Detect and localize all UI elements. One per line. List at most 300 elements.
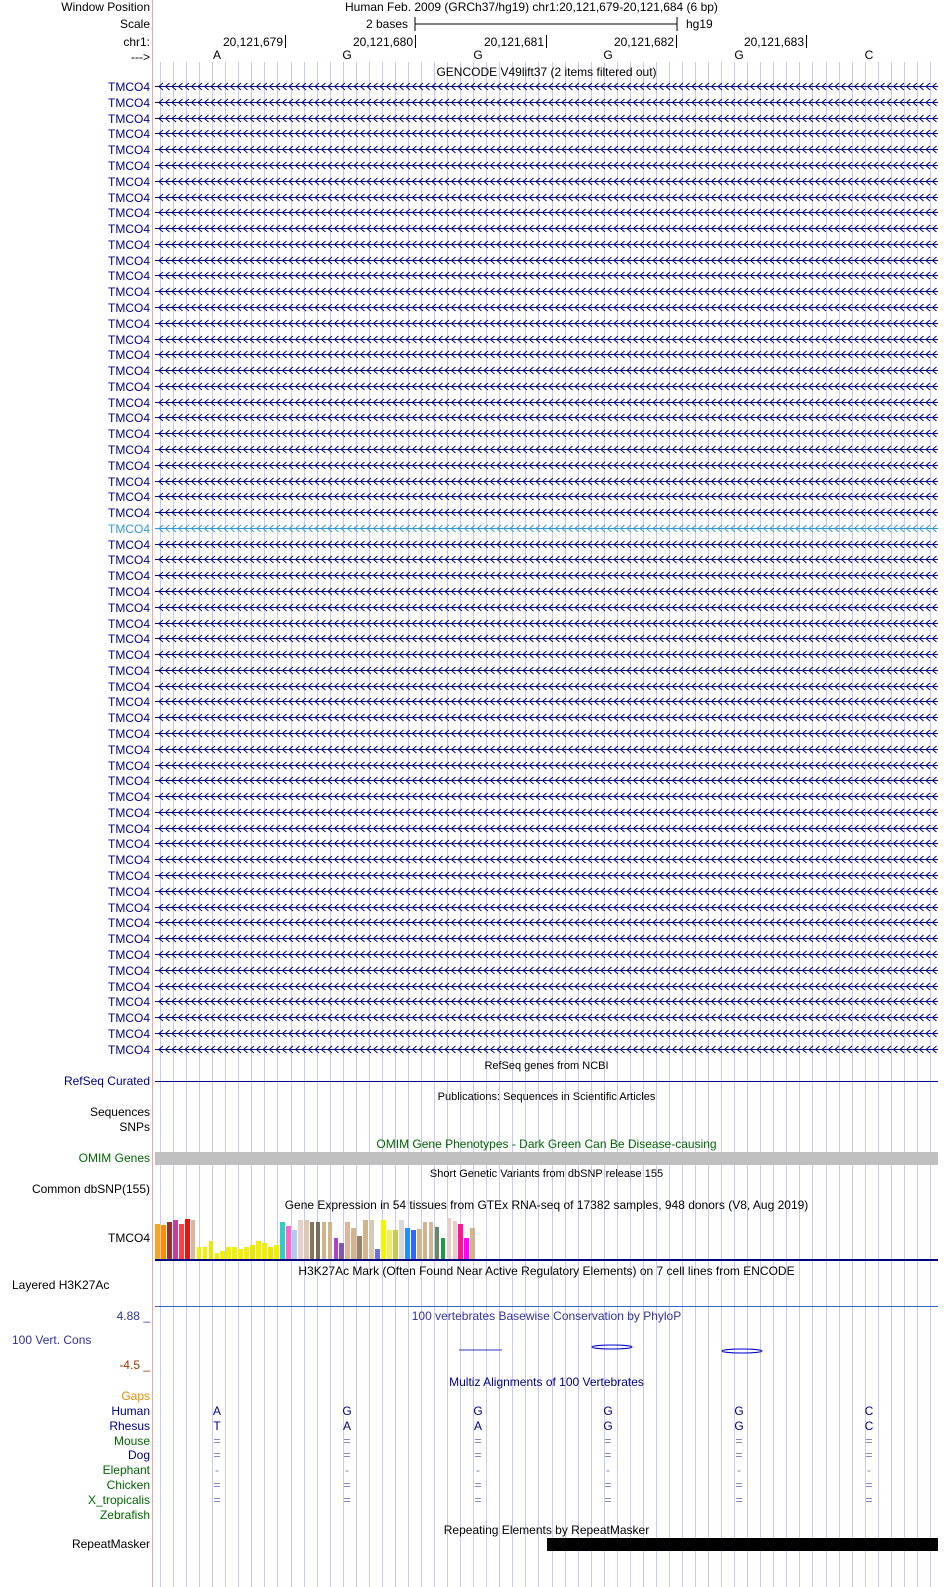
transcript-intron-line[interactable] xyxy=(155,426,938,441)
gtex-title: Gene Expression in 54 tissues from GTEx RNA-seq of 17382 samples, 948 donors (V8, Aug 2019) xyxy=(284,1198,809,1212)
gencode-transcript-row[interactable] xyxy=(0,836,950,852)
h3k27ac-label[interactable]: Layered H3K27Ac xyxy=(12,1278,110,1292)
aligned-base: = xyxy=(865,1448,873,1463)
transcript-label[interactable]: TMCO4 xyxy=(108,474,150,489)
gtex-baseline xyxy=(155,1259,938,1261)
gencode-transcript-row[interactable] xyxy=(0,489,950,505)
transcript-label[interactable]: TMCO4 xyxy=(108,1042,150,1057)
gencode-transcript-row[interactable] xyxy=(0,900,950,916)
gtex-tissue-bar[interactable] xyxy=(417,1229,422,1259)
repeatmasker-label[interactable]: RepeatMasker xyxy=(71,1537,150,1551)
gtex-tissue-bar[interactable] xyxy=(191,1220,196,1259)
aligned-base: = xyxy=(213,1492,221,1507)
transcript-label[interactable]: TMCO4 xyxy=(108,790,150,805)
gtex-tissue-bar[interactable] xyxy=(292,1230,297,1259)
transcript-intron-line[interactable] xyxy=(155,347,938,362)
gtex-tissue-bar[interactable] xyxy=(453,1221,458,1259)
aligned-base: = xyxy=(604,1492,612,1507)
transcript-label[interactable]: TMCO4 xyxy=(108,490,150,505)
transcript-label[interactable]: TMCO4 xyxy=(108,727,150,741)
transcript-intron-line[interactable] xyxy=(155,205,938,220)
transcript-label[interactable]: TMCO4 xyxy=(108,379,150,394)
gencode-transcript-row[interactable] xyxy=(0,710,950,726)
aligned-base: G xyxy=(603,1404,613,1418)
gtex-tissue-bar[interactable] xyxy=(316,1222,321,1259)
transcript-intron-line[interactable] xyxy=(155,474,938,489)
transcript-intron-line[interactable] xyxy=(155,663,938,678)
gtex-tissue-bar[interactable] xyxy=(399,1220,404,1259)
transcript-intron-line[interactable] xyxy=(155,268,938,283)
transcript-label[interactable]: TMCO4 xyxy=(108,127,150,142)
gaps-label[interactable]: Gaps xyxy=(121,1389,150,1403)
transcript-label[interactable]: TMCO4 xyxy=(108,884,150,899)
gencode-transcript-row[interactable] xyxy=(0,568,950,584)
transcript-label[interactable]: TMCO4 xyxy=(108,1026,150,1041)
transcript-intron-line[interactable] xyxy=(155,1042,938,1057)
transcript-intron-line[interactable] xyxy=(155,284,938,299)
transcript-label[interactable]: TMCO4 xyxy=(108,190,150,205)
gencode-transcript-row[interactable] xyxy=(0,1042,950,1058)
gencode-transcript-row[interactable] xyxy=(0,205,950,221)
transcript-intron-line[interactable] xyxy=(155,789,938,804)
transcript-intron-line[interactable] xyxy=(155,994,938,1009)
gtex-tissue-bar[interactable] xyxy=(197,1247,202,1259)
transcript-label[interactable]: TMCO4 xyxy=(108,158,150,173)
transcript-label[interactable]: TMCO4 xyxy=(108,348,150,363)
species-label[interactable]: Elephant xyxy=(102,1463,150,1478)
scale-assembly: hg19 xyxy=(686,17,713,31)
gtex-tissue-bar[interactable] xyxy=(262,1243,267,1259)
gencode-transcript-row[interactable] xyxy=(0,190,950,206)
transcript-intron-line[interactable] xyxy=(155,900,938,915)
transcript-label[interactable]: TMCO4 xyxy=(108,916,150,931)
omim-feature-bar[interactable] xyxy=(155,1152,938,1165)
gencode-transcript-row[interactable] xyxy=(0,663,950,679)
aligned-base: - xyxy=(476,1463,480,1478)
transcript-label[interactable]: TMCO4 xyxy=(108,285,150,300)
transcript-intron-line[interactable] xyxy=(155,868,938,883)
gtex-tissue-bar[interactable] xyxy=(173,1220,178,1259)
gtex-tissue-bar[interactable] xyxy=(203,1247,208,1259)
transcript-intron-line[interactable] xyxy=(155,616,938,631)
gtex-tissue-bar[interactable] xyxy=(220,1251,225,1259)
gtex-tissue-bar[interactable] xyxy=(429,1222,434,1259)
transcript-label[interactable]: TMCO4 xyxy=(108,316,150,331)
gencode-transcript-row[interactable] xyxy=(0,426,950,442)
transcript-label[interactable]: TMCO4 xyxy=(108,742,150,757)
h3k27ac-title: H3K27Ac Mark (Often Found Near Active Regulatory Elements) on 7 cell lines from ENCODE xyxy=(298,1264,795,1278)
transcript-intron-line[interactable] xyxy=(155,521,938,536)
transcript-intron-line[interactable] xyxy=(155,395,938,410)
transcript-intron-line[interactable] xyxy=(155,111,938,126)
position-label: 20,121,680 xyxy=(352,35,413,49)
gtex-tissue-bar[interactable] xyxy=(387,1230,392,1259)
aligned-base: G xyxy=(342,1404,352,1418)
gtex-tissue-bar[interactable] xyxy=(274,1245,279,1259)
transcript-label[interactable]: TMCO4 xyxy=(108,869,150,883)
gencode-transcript-row[interactable] xyxy=(0,805,950,821)
strand-label: ---> xyxy=(131,50,150,64)
species-label[interactable]: X_tropicalis xyxy=(87,1492,150,1507)
transcript-label[interactable]: TMCO4 xyxy=(108,143,150,158)
gencode-transcript-row[interactable] xyxy=(0,868,950,884)
transcript-label[interactable]: TMCO4 xyxy=(108,411,150,426)
gtex-tissue-bar[interactable] xyxy=(232,1247,237,1259)
gencode-transcript-row[interactable] xyxy=(0,742,950,758)
gencode-transcript-row[interactable] xyxy=(0,79,950,95)
transcript-intron-line[interactable] xyxy=(155,631,938,646)
gtex-tissue-bar[interactable] xyxy=(244,1247,249,1259)
gencode-transcript-row[interactable] xyxy=(0,253,950,269)
gencode-transcript-row[interactable] xyxy=(0,237,950,253)
gtex-tissue-bar[interactable] xyxy=(345,1222,350,1259)
aligned-base: = xyxy=(865,1433,873,1448)
gencode-transcript-row[interactable] xyxy=(0,474,950,490)
chrom-label: chr1: xyxy=(123,35,150,49)
gtex-tissue-bar[interactable] xyxy=(185,1219,190,1259)
aligned-base: = xyxy=(213,1478,221,1492)
gtex-tissue-bar[interactable] xyxy=(411,1230,416,1259)
transcript-intron-line[interactable] xyxy=(155,979,938,994)
transcript-intron-line[interactable] xyxy=(155,316,938,331)
transcript-intron-line[interactable] xyxy=(155,363,938,378)
gtex-tissue-bar[interactable] xyxy=(328,1222,333,1259)
transcript-intron-line[interactable] xyxy=(155,379,938,394)
transcript-label[interactable]: TMCO4 xyxy=(108,616,150,631)
transcript-label[interactable]: TMCO4 xyxy=(108,853,150,868)
gtex-tissue-bar[interactable] xyxy=(363,1220,368,1259)
transcript-intron-line[interactable] xyxy=(155,568,938,583)
aligned-base: C xyxy=(864,1404,874,1418)
transcript-label[interactable]: TMCO4 xyxy=(108,506,150,521)
transcript-label[interactable]: TMCO4 xyxy=(108,111,150,126)
aligned-base: = xyxy=(343,1492,351,1507)
transcript-label[interactable]: TMCO4 xyxy=(108,269,150,284)
gencode-transcript-row[interactable] xyxy=(0,821,950,837)
transcript-intron-line[interactable] xyxy=(155,300,938,315)
transcript-intron-line[interactable] xyxy=(155,963,938,978)
gencode-transcript-row[interactable] xyxy=(0,979,950,995)
transcript-label[interactable]: TMCO4 xyxy=(108,222,150,236)
transcript-label[interactable]: TMCO4 xyxy=(108,758,150,773)
gtex-tissue-bar[interactable] xyxy=(238,1249,243,1259)
transcript-label[interactable]: TMCO4 xyxy=(108,553,150,568)
gencode-transcript-row[interactable] xyxy=(0,758,950,774)
transcript-intron-line[interactable] xyxy=(155,694,938,709)
aligned-base: - xyxy=(867,1463,871,1478)
transcript-intron-line[interactable] xyxy=(155,253,938,268)
refseq-label[interactable]: RefSeq Curated xyxy=(63,1074,150,1088)
transcript-label[interactable]: TMCO4 xyxy=(108,206,150,221)
gtex-tissue-bar[interactable] xyxy=(226,1247,231,1259)
transcript-intron-line[interactable] xyxy=(155,679,938,694)
aligned-base: - xyxy=(215,1463,219,1478)
gencode-transcript-row[interactable] xyxy=(0,142,950,158)
transcript-intron-line[interactable] xyxy=(155,237,938,252)
transcript-intron-line[interactable] xyxy=(155,158,938,173)
transcript-label[interactable]: TMCO4 xyxy=(108,364,150,378)
transcript-intron-line[interactable] xyxy=(155,852,938,867)
gencode-transcript-row[interactable] xyxy=(0,95,950,111)
gencode-transcript-row[interactable] xyxy=(0,1010,950,1026)
transcript-label[interactable]: TMCO4 xyxy=(108,600,150,615)
transcript-intron-line[interactable] xyxy=(155,126,938,141)
gencode-transcript-row[interactable] xyxy=(0,994,950,1010)
transcript-label[interactable]: TMCO4 xyxy=(108,663,150,678)
transcript-label[interactable]: TMCO4 xyxy=(108,900,150,915)
gencode-transcript-row[interactable] xyxy=(0,1026,950,1042)
gencode-transcript-row[interactable] xyxy=(0,931,950,947)
gtex-tissue-bar[interactable] xyxy=(357,1236,362,1259)
gtex-tissue-bar[interactable] xyxy=(167,1222,172,1259)
gtex-tissue-bar[interactable] xyxy=(280,1222,285,1259)
gtex-label[interactable]: TMCO4 xyxy=(108,1231,150,1245)
gtex-tissue-bar[interactable] xyxy=(209,1241,214,1259)
aligned-base: = xyxy=(865,1478,873,1492)
gencode-transcript-row[interactable] xyxy=(0,915,950,931)
transcript-intron-line[interactable] xyxy=(155,442,938,457)
gencode-transcript-row[interactable] xyxy=(0,395,950,411)
gencode-transcript-row[interactable] xyxy=(0,773,950,789)
transcript-intron-line[interactable] xyxy=(155,95,938,110)
gtex-tissue-bar[interactable] xyxy=(447,1218,452,1259)
transcript-intron-line[interactable] xyxy=(155,821,938,836)
gtex-tissue-bar[interactable] xyxy=(393,1230,398,1259)
transcript-label[interactable]: TMCO4 xyxy=(108,648,150,663)
gtex-tissue-bar[interactable] xyxy=(458,1224,463,1259)
transcript-intron-line[interactable] xyxy=(155,915,938,930)
species-label[interactable]: Rhesus xyxy=(109,1418,150,1433)
transcript-label[interactable]: TMCO4 xyxy=(108,947,150,962)
transcript-label[interactable]: TMCO4 xyxy=(108,253,150,268)
gencode-transcript-row[interactable] xyxy=(0,726,950,742)
omim-label[interactable]: OMIM Genes xyxy=(78,1151,150,1165)
transcript-intron-line[interactable] xyxy=(155,458,938,473)
gtex-tissue-bar[interactable] xyxy=(381,1220,386,1259)
position-label: 20,121,683 xyxy=(743,35,804,49)
transcript-intron-line[interactable] xyxy=(155,931,938,946)
gencode-transcript-row[interactable] xyxy=(0,694,950,710)
transcript-label[interactable]: TMCO4 xyxy=(108,585,150,599)
transcript-intron-line[interactable] xyxy=(155,647,938,662)
aligned-base: A xyxy=(212,1404,221,1418)
gtex-tissue-bar[interactable] xyxy=(268,1247,273,1259)
gencode-title[interactable]: GENCODE V49lift37 (2 items filtered out) xyxy=(436,65,657,79)
gencode-transcript-row[interactable] xyxy=(0,410,950,426)
reference-base: G xyxy=(734,48,744,62)
gencode-transcript-row[interactable] xyxy=(0,442,950,458)
gencode-transcript-row[interactable] xyxy=(0,505,950,521)
aligned-base: - xyxy=(606,1463,610,1478)
transcript-label[interactable]: TMCO4 xyxy=(108,632,150,647)
transcript-label[interactable]: TMCO4 xyxy=(108,711,150,726)
window-position-value: Human Feb. 2009 (GRCh37/hg19) chr1:20,121,679-20,121,684 (6 bp) xyxy=(345,0,718,14)
transcript-intron-line[interactable] xyxy=(155,584,938,599)
transcript-label[interactable]: TMCO4 xyxy=(108,569,150,584)
phylop-signal[interactable] xyxy=(155,1340,938,1360)
refseq-gene-line[interactable] xyxy=(155,1081,938,1082)
gencode-transcript-row[interactable] xyxy=(0,789,950,805)
transcript-intron-line[interactable] xyxy=(155,552,938,567)
gencode-transcript-row[interactable] xyxy=(0,679,950,695)
gtex-tissue-bar[interactable] xyxy=(369,1220,374,1259)
transcript-intron-line[interactable] xyxy=(155,221,938,236)
gencode-transcript-row[interactable] xyxy=(0,126,950,142)
gencode-transcript-row[interactable] xyxy=(0,284,950,300)
transcript-label[interactable]: TMCO4 xyxy=(108,521,150,536)
gtex-tissue-bar[interactable] xyxy=(470,1228,475,1259)
transcript-label[interactable]: TMCO4 xyxy=(108,979,150,994)
transcript-label[interactable]: TMCO4 xyxy=(108,821,150,836)
gencode-transcript-row[interactable] xyxy=(0,300,950,316)
transcript-label[interactable]: TMCO4 xyxy=(108,774,150,789)
species-label[interactable]: Chicken xyxy=(106,1478,150,1492)
transcript-label[interactable]: TMCO4 xyxy=(108,1011,150,1025)
transcript-label[interactable]: TMCO4 xyxy=(108,679,150,694)
gencode-transcript-row[interactable] xyxy=(0,552,950,568)
transcript-intron-line[interactable] xyxy=(155,79,938,94)
dbsnp-label[interactable]: Common dbSNP(155) xyxy=(31,1182,150,1196)
gencode-transcript-row[interactable] xyxy=(0,852,950,868)
transcript-label[interactable]: TMCO4 xyxy=(108,300,150,315)
transcript-intron-line[interactable] xyxy=(155,600,938,615)
gtex-tissue-bar[interactable] xyxy=(375,1249,380,1259)
transcript-intron-line[interactable] xyxy=(155,174,938,189)
gencode-transcript-row[interactable] xyxy=(0,963,950,979)
window-position-label: Window Position xyxy=(61,0,150,14)
species-label[interactable]: Zebrafish xyxy=(99,1507,150,1522)
scale-value: 2 bases xyxy=(366,17,409,31)
transcript-intron-line[interactable] xyxy=(155,489,938,504)
gencode-transcript-row[interactable] xyxy=(0,647,950,663)
aligned-base: A xyxy=(473,1418,482,1433)
gtex-tissue-bar[interactable] xyxy=(334,1238,339,1259)
gencode-transcript-row[interactable] xyxy=(0,458,950,474)
transcript-intron-line[interactable] xyxy=(155,773,938,788)
gtex-tissue-bar[interactable] xyxy=(286,1226,291,1259)
transcript-intron-line[interactable] xyxy=(155,190,938,205)
aligned-base: = xyxy=(604,1433,612,1448)
aligned-base: = xyxy=(474,1433,482,1448)
species-label[interactable]: Dog xyxy=(127,1448,150,1463)
transcript-intron-line[interactable] xyxy=(155,758,938,773)
phylop-min-label: -4.5 _ xyxy=(119,1358,150,1372)
transcript-intron-line[interactable] xyxy=(155,742,938,757)
species-label[interactable]: Human xyxy=(111,1404,150,1418)
gtex-tissue-bar[interactable] xyxy=(435,1227,440,1259)
transcript-intron-line[interactable] xyxy=(155,884,938,899)
gtex-tissue-bar[interactable] xyxy=(161,1225,166,1259)
phylop-label[interactable]: 100 Vert. Cons xyxy=(12,1333,92,1347)
publications-label-snps[interactable]: SNPs xyxy=(119,1120,150,1134)
gencode-transcript-row[interactable] xyxy=(0,600,950,616)
transcript-label[interactable]: TMCO4 xyxy=(108,95,150,110)
transcript-label[interactable]: TMCO4 xyxy=(108,932,150,947)
transcript-intron-line[interactable] xyxy=(155,410,938,425)
gencode-transcript-row[interactable] xyxy=(0,947,950,963)
gtex-tissue-bar[interactable] xyxy=(250,1245,255,1259)
reference-base: C xyxy=(864,48,874,62)
gtex-tissue-bar[interactable] xyxy=(351,1228,356,1259)
transcript-intron-line[interactable] xyxy=(155,537,938,552)
transcript-label[interactable]: TMCO4 xyxy=(108,695,150,710)
transcript-label[interactable]: TMCO4 xyxy=(108,995,150,1010)
transcript-intron-line[interactable] xyxy=(155,805,938,820)
transcript-intron-line[interactable] xyxy=(155,1010,938,1025)
transcript-intron-line[interactable] xyxy=(155,947,938,962)
gencode-transcript-row[interactable] xyxy=(0,379,950,395)
gencode-transcript-row[interactable] xyxy=(0,174,950,190)
transcript-intron-line[interactable] xyxy=(155,726,938,741)
aligned-base: = xyxy=(604,1478,612,1492)
gencode-transcript-row[interactable] xyxy=(0,584,950,600)
transcript-label[interactable]: TMCO4 xyxy=(108,395,150,410)
transcript-label[interactable]: TMCO4 xyxy=(108,458,150,473)
transcript-intron-line[interactable] xyxy=(155,332,938,347)
gtex-tissue-bar[interactable] xyxy=(423,1222,428,1259)
gtex-tissue-bar[interactable] xyxy=(304,1220,309,1259)
transcript-label[interactable]: TMCO4 xyxy=(108,174,150,189)
gtex-tissue-bar[interactable] xyxy=(298,1220,303,1259)
refseq-title: RefSeq genes from NCBI xyxy=(484,1060,609,1072)
aligned-base: G xyxy=(603,1418,613,1433)
gtex-tissue-bar[interactable] xyxy=(441,1238,446,1259)
repeatmasker-element[interactable] xyxy=(547,1538,938,1551)
gtex-tissue-bar[interactable] xyxy=(310,1222,315,1259)
aligned-base: = xyxy=(343,1448,351,1463)
gencode-transcript-row[interactable] xyxy=(0,537,950,553)
transcript-intron-line[interactable] xyxy=(155,505,938,520)
gencode-transcript-row[interactable] xyxy=(0,332,950,348)
transcript-intron-line[interactable] xyxy=(155,710,938,725)
gtex-tissue-bar[interactable] xyxy=(339,1243,344,1259)
publications-label[interactable]: Sequences xyxy=(89,1105,150,1119)
gtex-tissue-bar[interactable] xyxy=(179,1224,184,1259)
transcript-label[interactable]: TMCO4 xyxy=(108,237,150,252)
gtex-tissue-bar[interactable] xyxy=(155,1224,160,1259)
transcript-intron-line[interactable] xyxy=(155,1026,938,1041)
gencode-transcript-row[interactable] xyxy=(0,631,950,647)
gtex-tissue-bar[interactable] xyxy=(322,1222,327,1259)
transcript-label[interactable]: TMCO4 xyxy=(108,427,150,442)
gencode-transcript-row[interactable] xyxy=(0,521,950,537)
gtex-tissue-bar[interactable] xyxy=(405,1228,410,1259)
aligned-base: = xyxy=(213,1448,221,1463)
transcript-intron-line[interactable] xyxy=(155,836,938,851)
transcript-label[interactable]: TMCO4 xyxy=(108,80,150,94)
aligned-base: = xyxy=(343,1478,351,1492)
transcript-label[interactable]: TMCO4 xyxy=(108,442,150,457)
gencode-transcript-row[interactable] xyxy=(0,316,950,332)
gencode-transcript-row[interactable] xyxy=(0,111,950,127)
gencode-transcript-row[interactable] xyxy=(0,268,950,284)
gtex-tissue-bar[interactable] xyxy=(464,1238,469,1259)
transcript-label[interactable]: TMCO4 xyxy=(108,537,150,552)
gencode-transcript-row[interactable] xyxy=(0,363,950,379)
gencode-transcript-row[interactable] xyxy=(0,221,950,237)
gencode-transcript-row[interactable] xyxy=(0,884,950,900)
transcript-label[interactable]: TMCO4 xyxy=(108,837,150,852)
gencode-transcript-row[interactable] xyxy=(0,616,950,632)
transcript-label[interactable]: TMCO4 xyxy=(108,332,150,347)
gencode-transcript-row[interactable] xyxy=(0,158,950,174)
gencode-transcript-row[interactable] xyxy=(0,347,950,363)
transcript-label[interactable]: TMCO4 xyxy=(108,963,150,978)
gtex-tissue-bar[interactable] xyxy=(256,1241,261,1259)
transcript-intron-line[interactable] xyxy=(155,142,938,157)
species-label[interactable]: Mouse xyxy=(113,1433,150,1448)
transcript-label[interactable]: TMCO4 xyxy=(108,805,150,820)
